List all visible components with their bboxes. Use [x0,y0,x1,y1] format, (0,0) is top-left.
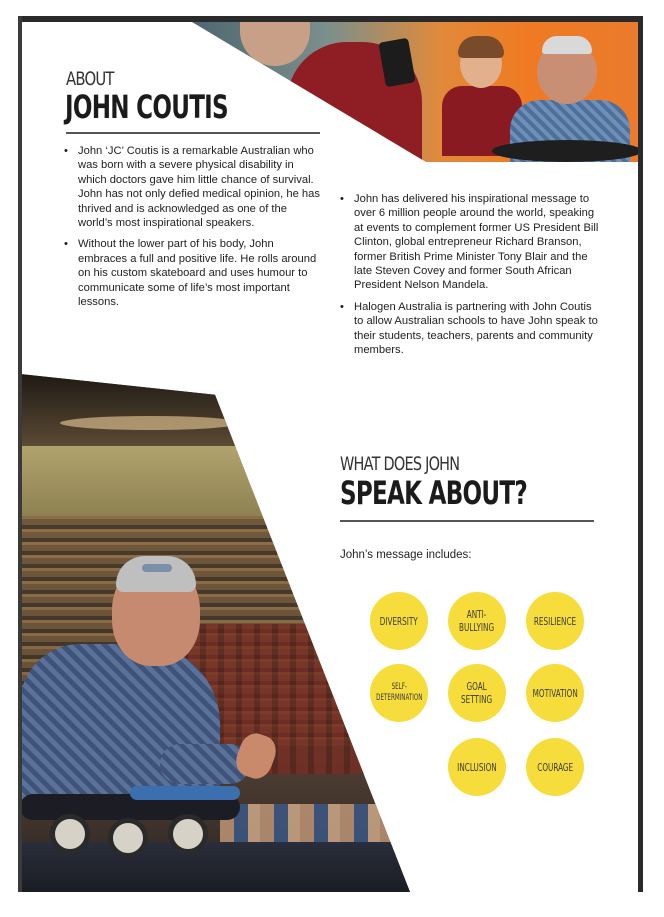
page-border-left [18,16,22,892]
about-heading-prefix: ABOUT [66,68,114,90]
topic-circle-diversity [370,592,428,650]
topic-label: GOAL SETTING [461,680,493,706]
photo-student-head [240,22,310,66]
photo-skateboard-deck [130,786,240,800]
speak-divider [340,520,594,522]
photo-john-glasses [142,564,172,572]
page-border-right [638,16,643,892]
message-intro: John’s message includes: [340,549,472,561]
brochure-page [20,16,642,892]
topic-circle-self-determination [370,664,428,722]
photo-skateboard-wheel [50,814,90,854]
about-right-bullet-list [340,192,600,364]
photo-skateboard [492,140,642,162]
photo-skateboard-wheel [168,814,208,854]
speak-heading-prefix: WHAT DOES JOHN [340,453,460,475]
about-left-bullet-list [64,144,322,316]
topic-label: INCLUSION [457,760,497,774]
bullet-item: • John has delivered his inspirational message to over 6 million people around the world, speaking at events to complement former US President Bill Clinton, global entrepreneur Richard Branson, former British Prime Minister Tony Blair and the late Steven Covey and former South African President Nelson Mandela. [340,192,600,293]
about-heading-title: JOHN COUTIS [65,88,228,126]
bullet-item: • John ‘JC’ Coutis is a remarkable Australian who was born with a severe physical disability in which doctors gave him little chance of survival. John has not only defied medical opinion, he has thrived and is acknowledged as one of the world’s most inspirational speakers. [64,144,322,230]
photo-phone [378,38,415,88]
speak-heading-title: SPEAK ABOUT? [340,474,528,512]
topic-circle-courage [526,738,584,796]
bullet-item: • Without the lower part of his body, John embraces a full and positive life. He rolls around on his custom skateboard and uses humour to communicate some of life’s most important lessons. [64,237,322,309]
topic-circle-motivation [526,664,584,722]
topic-label: RESILIENCE [533,614,577,628]
bullet-item: • Halogen Australia is partnering with John Coutis to allow Australian schools to have John speak to their students, teachers, parents and community members. [340,300,600,358]
photo-boy-hair [458,36,504,58]
topic-label: SELF- DETERMINATION [375,682,423,703]
topic-label: DIVERSITY [380,614,418,628]
about-divider [66,132,320,134]
topic-circle-resilience [526,592,584,650]
page-border-top [20,16,642,22]
photo-ceiling-light [60,416,240,430]
photo-skateboard-wheel [108,818,148,858]
photo-john-hair [542,36,592,54]
bottom-photo-john-on-stage [20,374,410,892]
top-photo-john-with-students [192,22,642,162]
topic-circle-anti-bullying [448,592,506,650]
topic-circle-inclusion [448,738,506,796]
topic-label: MOTIVATION [532,686,578,700]
photo-auditorium-ceiling [20,374,410,446]
topic-label: COURAGE [537,760,573,774]
topic-label: ANTI- BULLYING [459,608,495,634]
photo-john-hair-stage [116,556,196,592]
topic-circle-goal-setting [448,664,506,722]
